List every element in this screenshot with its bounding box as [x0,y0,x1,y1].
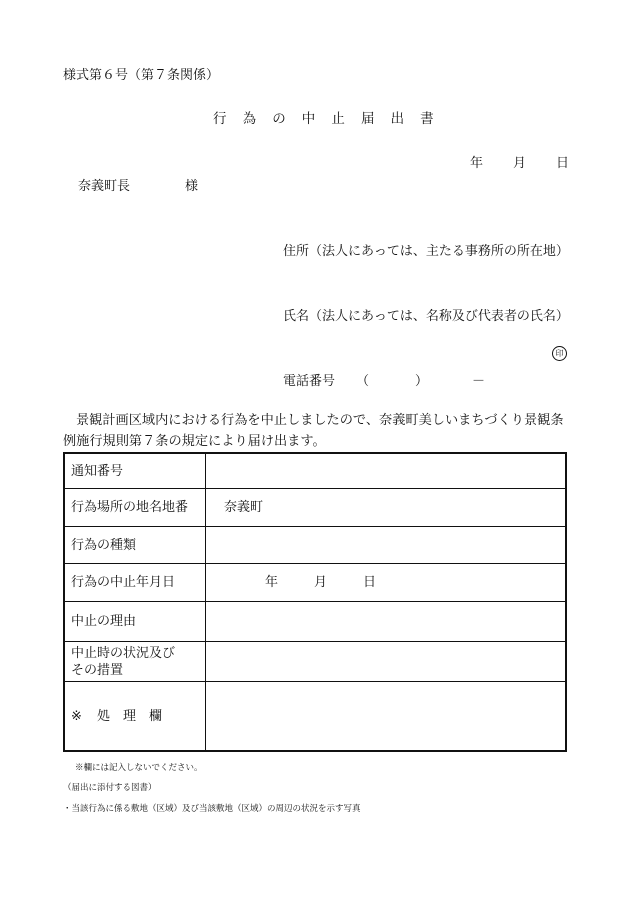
date-month-label: 月 [513,156,527,171]
title-char: の [272,111,286,127]
attachment-item: ・当該行為に係る敷地（区域）及び当該敷地（区域）の周辺の状況を示す写真 [63,804,361,814]
addressee-name: 奈義町長 [78,179,131,194]
attachments-heading: （届出に添付する図書） [63,783,157,793]
act-type-field[interactable] [206,527,567,564]
title-char: 出 [390,111,405,127]
status-measures-field[interactable] [206,642,567,682]
table-row [64,489,566,527]
status-label-line2: その措置 [71,662,124,678]
document-title [213,107,450,127]
stop-date-year: 年 [265,575,279,590]
date-day-label: 日 [556,156,570,171]
title-char: 中 [301,111,316,127]
stop-date-label: 行為の中止年月日 [64,564,206,602]
processing-char: 欄 [149,708,163,724]
status-measures-label [64,642,206,682]
applicant-address-label: 住所（法人にあっては、主たる事務所の所在地） [283,244,569,259]
table-row [64,453,566,489]
reason-field[interactable] [206,602,567,642]
title-char: 届 [360,111,375,127]
phone-dash: － [472,374,486,389]
table-row [64,682,566,752]
location-field[interactable]: 奈義町 [206,489,567,527]
notification-table [63,452,567,752]
stop-date-field[interactable] [206,564,567,602]
processing-field [206,682,567,752]
processing-label [64,682,206,752]
stop-date-month: 月 [314,575,328,590]
declaration-text: 景観計画区域内における行為を中止しましたので、奈義町美しいまちづくり景観条例施行規則第７条の規定により届け出ます。 [63,413,564,449]
act-type-label: 行為の種類 [64,527,206,564]
date-year-label: 年 [470,156,484,171]
phone-open-paren: （ [356,374,370,389]
table-row [64,642,566,682]
phone-close-paren: ） [415,374,429,389]
seal-mark-icon: 印 [552,346,567,361]
status-label-line1: 中止時の状況及び [71,645,176,661]
applicant-name-label: 氏名（法人にあっては、名称及び代表者の氏名） [283,309,569,324]
form-number: 様式第６号（第７条関係） [63,68,220,83]
processing-char: ※ [71,708,82,724]
table-row [64,602,566,642]
stop-date-day: 日 [363,575,377,590]
addressee-suffix: 様 [185,179,199,194]
location-label: 行為場所の地名地番 [64,489,206,527]
table-row [64,527,566,564]
reason-label: 中止の理由 [64,602,206,642]
processing-note: ※欄には記入しないでください。 [75,763,203,773]
processing-char: 理 [123,708,137,724]
table-row [64,564,566,602]
submission-date [470,152,569,171]
title-char: 行 [213,111,227,127]
phone-label: 電話番号 [283,374,336,389]
notice-number-field[interactable] [206,453,567,489]
processing-char: 処 [97,708,111,724]
title-char: 止 [331,111,345,127]
title-char: 書 [420,111,434,127]
title-char: 為 [242,111,257,127]
notice-number-label: 通知番号 [64,453,206,489]
